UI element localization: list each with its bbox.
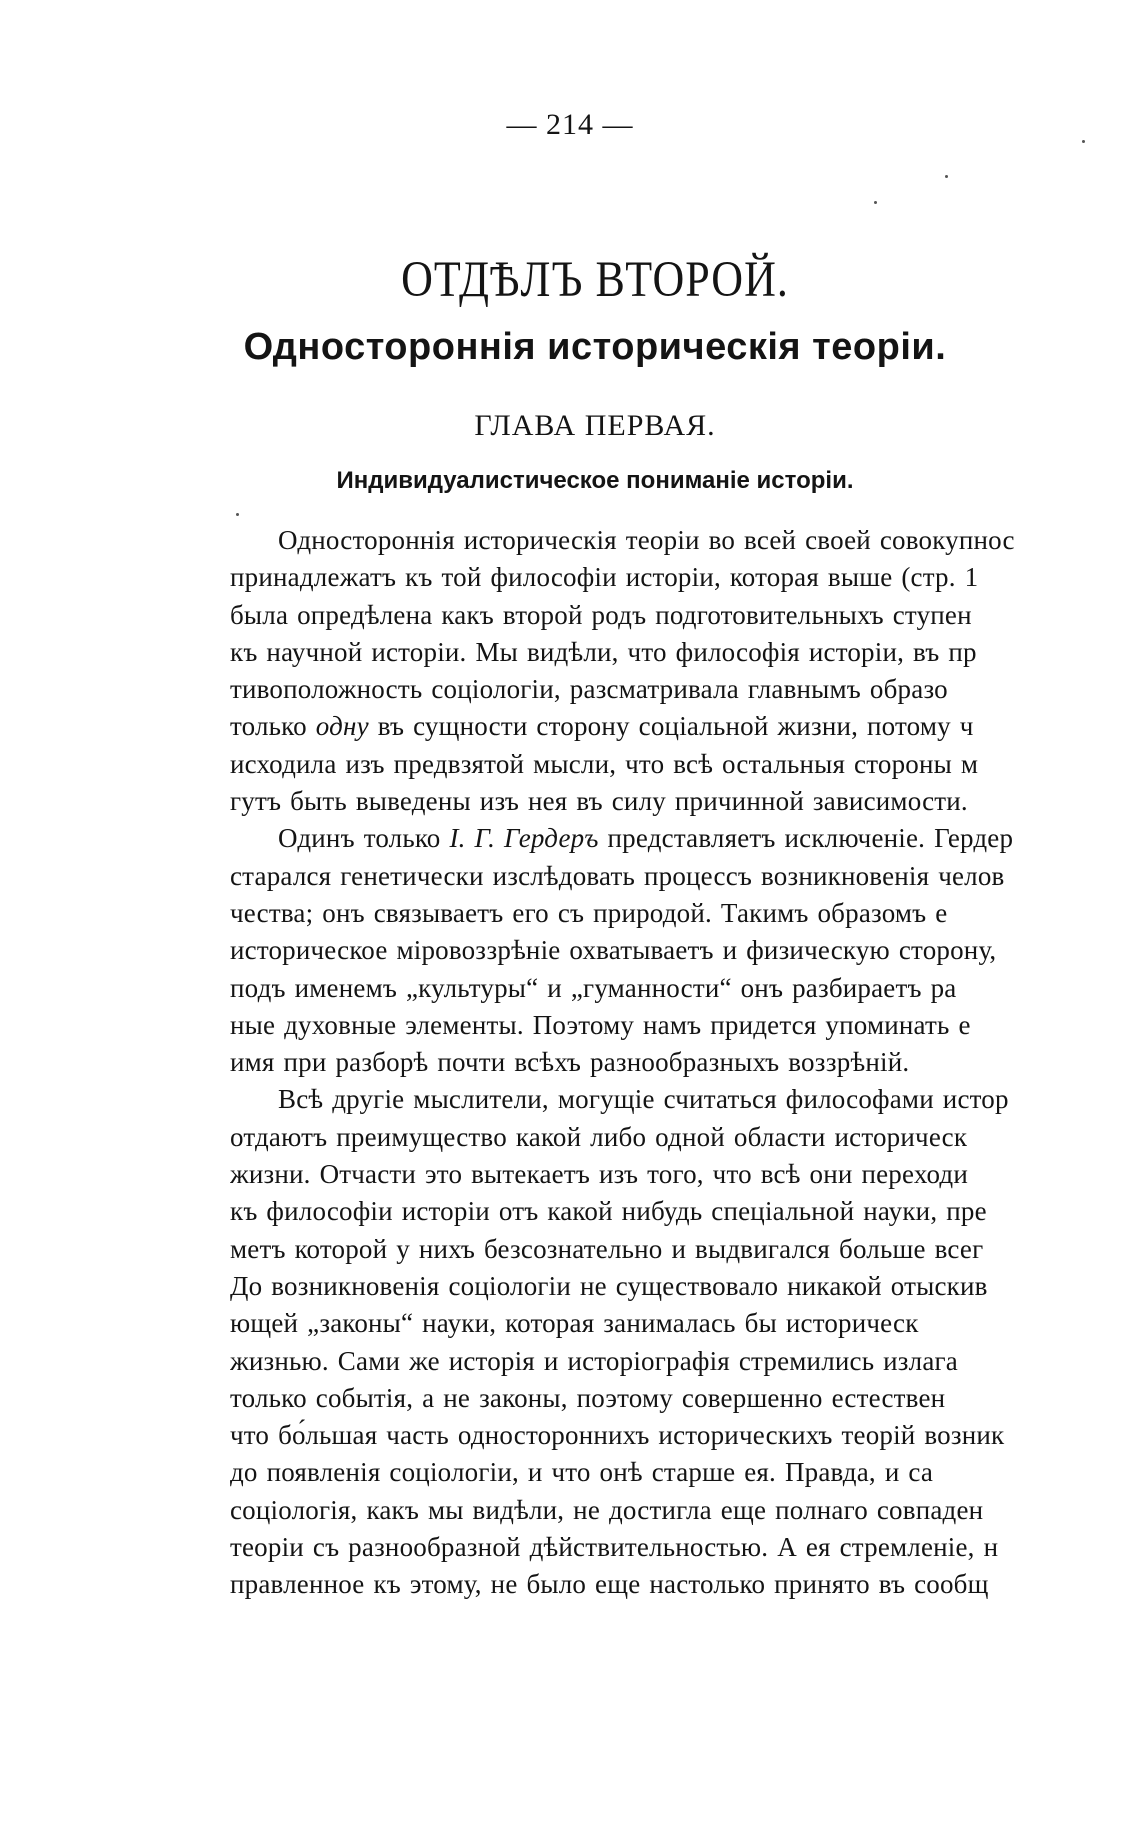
text-line: [230, 820, 1140, 857]
text-line: жизнью. Сами же исторія и исторіографія стремились излага: [230, 1345, 958, 1376]
print-speck: [874, 201, 877, 204]
text-line: до появленія соціологіи, и что онѣ старше ея. Правда, и са: [230, 1457, 934, 1488]
text-line: ные духовные элементы. Поэтому намъ придется упоминать е: [230, 1009, 971, 1040]
text-segment: представляетъ исключеніе. Гердер: [607, 823, 1014, 854]
body-text: [230, 522, 1140, 1642]
page-number: — 214 —: [506, 108, 634, 141]
text-line: исходила изъ предвзятой мысли, что всѣ остальныя стороны м: [230, 748, 979, 779]
chapter-title: ГЛАВА ПЕРВАЯ.: [474, 409, 716, 442]
text-line: имя при разборѣ почти всѣхъ разнообразныхъ воззрѣній.: [230, 1047, 910, 1078]
print-speck: [236, 513, 239, 516]
text-line: правленное къ этому, не было еще настолько принято въ сообщ: [230, 1569, 989, 1600]
section-subtitle: Одностороннія историческія теоріи.: [243, 326, 947, 368]
text-line: отдаютъ преимущество какой либо одной области историческ: [230, 1121, 968, 1152]
text-segment: только: [230, 711, 307, 742]
text-line: жизни. Отчасти это вытекаетъ изъ того, что всѣ они переходи: [230, 1159, 969, 1190]
text-segment: Одинъ только: [278, 823, 441, 854]
text-line: историческое міровоззрѣніе охватываетъ и физическую сторону,: [230, 935, 997, 966]
text-line: принадлежатъ къ той философіи исторіи, которая выше (стр. 1: [230, 562, 979, 593]
chapter-subtitle: Индивидуалистическое пониманіе исторіи.: [336, 467, 854, 494]
text-line: ющей „законы“ науки, которая занималась бы историческ: [230, 1308, 919, 1339]
text-line: старался генетически изслѣдовать процессъ возникновенія челов: [230, 860, 1005, 891]
text-line: метъ которой у нихъ безсознательно и выдвигался больше всег: [230, 1233, 984, 1264]
text-line: [230, 708, 1140, 745]
text-line: была опредѣлена какъ второй родъ подготовительныхъ ступен: [230, 599, 972, 630]
text-line: гутъ быть выведены изъ нея въ силу причинной зависимости.: [230, 786, 968, 817]
italic-emphasis: одну: [315, 711, 369, 742]
text-line: чества; онъ связываетъ его съ природой. Такимъ образомъ е: [230, 897, 948, 928]
text-line: До возникновенія соціологіи не существовало никакой отыскив: [230, 1270, 988, 1301]
italic-emphasis: I. Г. Гердеръ: [449, 823, 599, 854]
text-line: къ научной исторіи. Мы видѣли, что философія исторіи, въ пр: [230, 636, 977, 667]
print-speck: [945, 175, 948, 178]
text-line: только событія, а не законы, поэтому совершенно естествен: [230, 1382, 946, 1413]
text-segment: въ сущности сторону соціальной жизни, потому ч: [377, 711, 974, 742]
text-line: что бо́льшая часть одностороннихъ историческихъ теорій возник: [230, 1420, 1005, 1451]
text-line: теоріи съ разнообразной дѣйствительностью. А ея стремленіе, н: [230, 1532, 999, 1563]
text-line: Одностороннія историческія теоріи во всей своей совокупнос: [278, 525, 1015, 555]
text-line: подъ именемъ „культуры“ и „гуманности“ онъ разбираетъ ра: [230, 972, 957, 1003]
text-line: соціологія, какъ мы видѣли, не достигла еще полнаго совпаден: [230, 1494, 984, 1525]
text-line: Всѣ другіе мыслители, могущіе считаться философами истор: [278, 1084, 1009, 1115]
text-line: къ философіи исторіи отъ какой нибудь спеціальной науки, пре: [230, 1196, 987, 1227]
section-title: ОТДѢЛЪ ВТОРОЙ.: [401, 251, 789, 308]
text-line: тивоположность соціологіи, разсматривала главнымъ образо: [230, 674, 948, 705]
